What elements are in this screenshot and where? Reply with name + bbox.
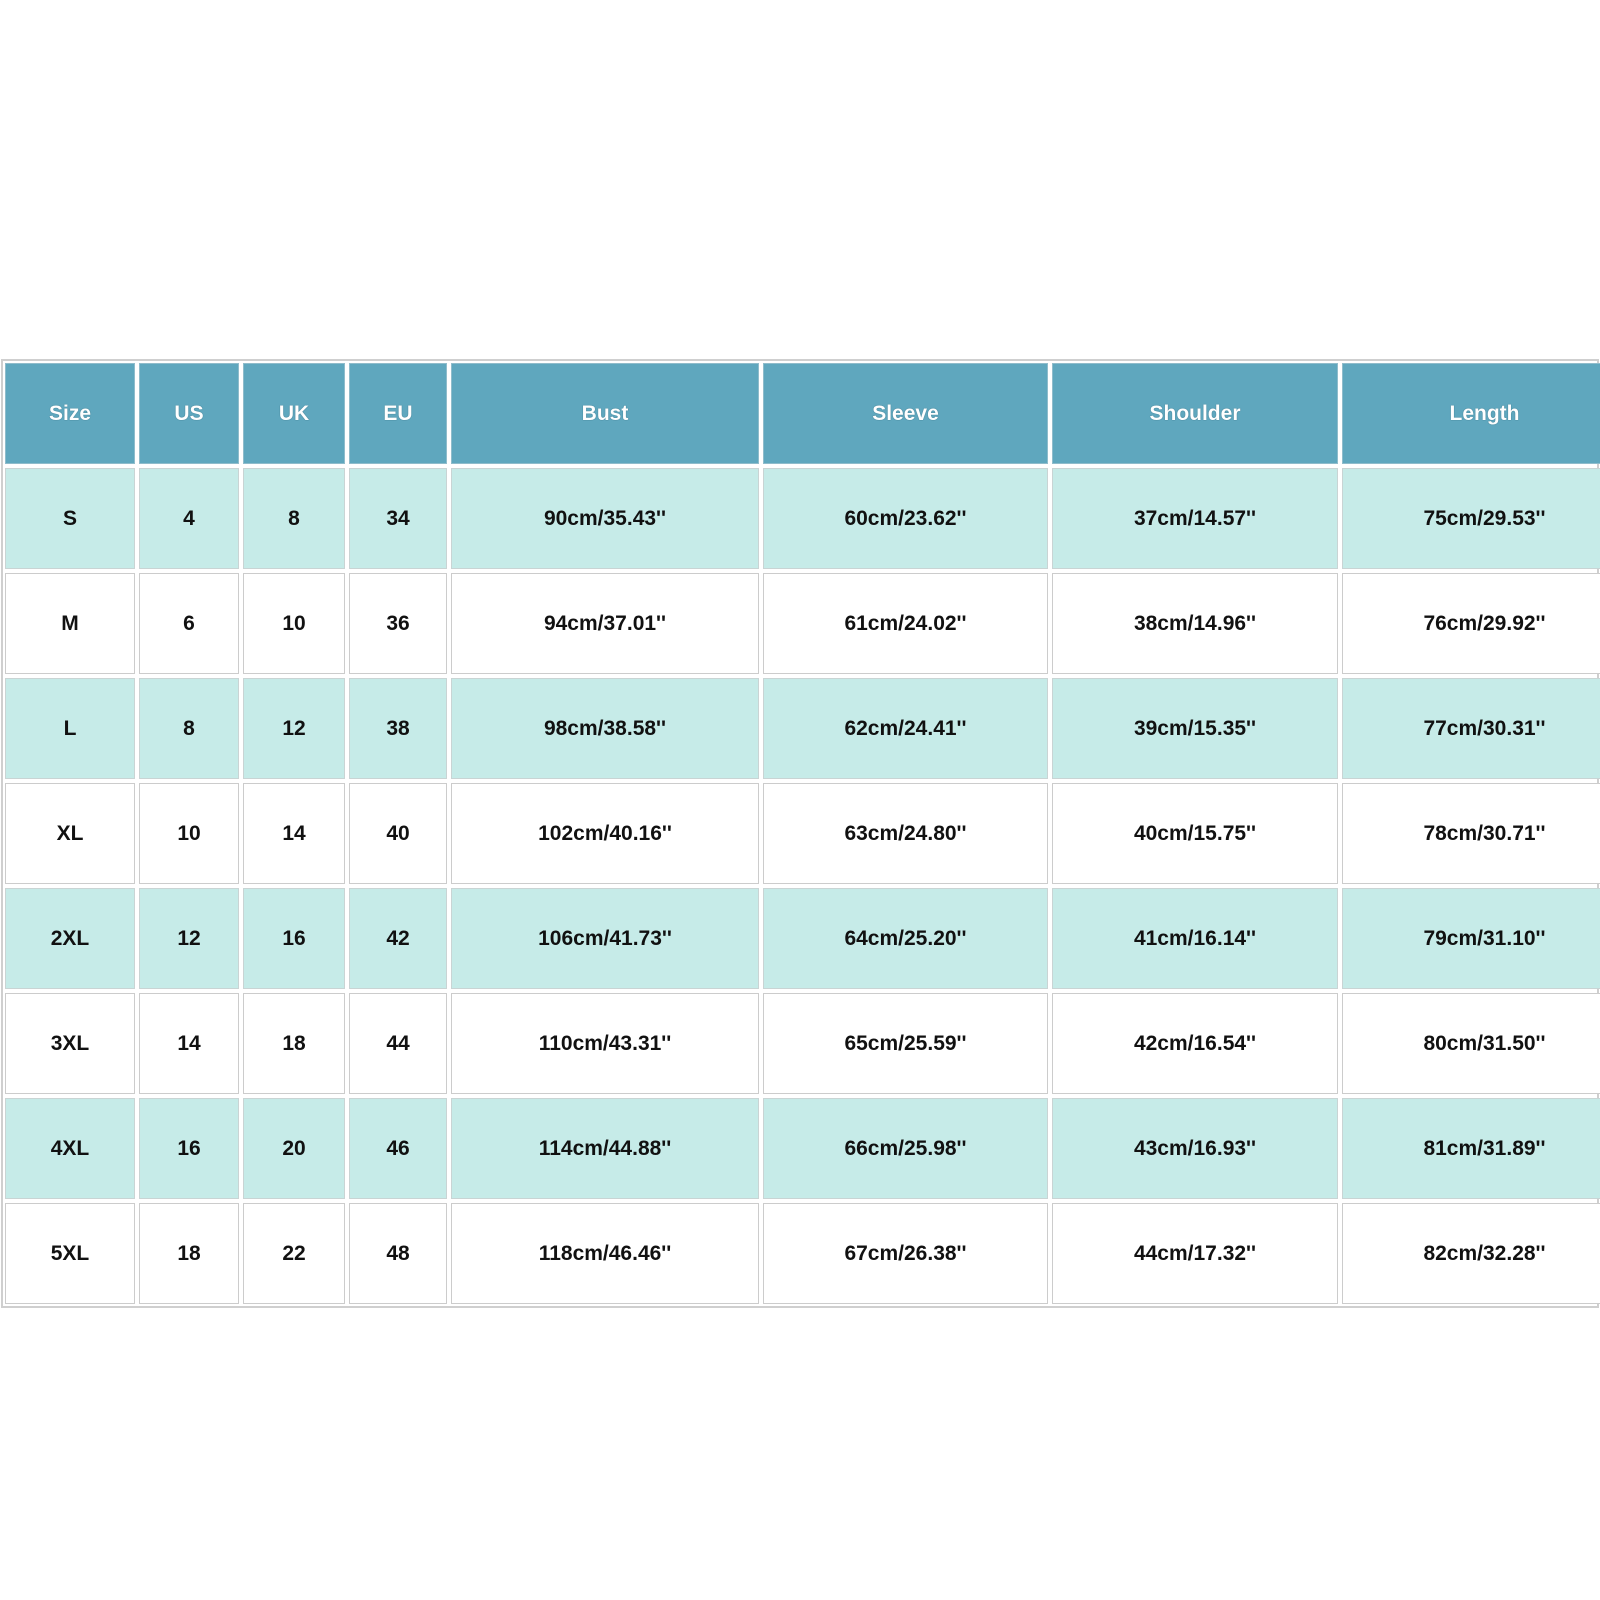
cell-bust: 90cm/35.43''	[451, 468, 759, 569]
cell-us: 8	[139, 678, 239, 779]
cell-length: 76cm/29.92''	[1342, 573, 1600, 674]
cell-us: 6	[139, 573, 239, 674]
cell-eu: 46	[349, 1098, 447, 1199]
cell-length: 82cm/32.28''	[1342, 1203, 1600, 1304]
cell-sleeve: 63cm/24.80''	[763, 783, 1048, 884]
cell-bust: 98cm/38.58''	[451, 678, 759, 779]
cell-eu: 48	[349, 1203, 447, 1304]
cell-us: 10	[139, 783, 239, 884]
cell-us: 4	[139, 468, 239, 569]
cell-uk: 16	[243, 888, 345, 989]
cell-sleeve: 67cm/26.38''	[763, 1203, 1048, 1304]
cell-size: 3XL	[5, 993, 135, 1094]
cell-bust: 110cm/43.31''	[451, 993, 759, 1094]
cell-uk: 20	[243, 1098, 345, 1199]
cell-sleeve: 60cm/23.62''	[763, 468, 1048, 569]
cell-length: 78cm/30.71''	[1342, 783, 1600, 884]
size-chart-table	[1, 359, 1599, 1308]
cell-uk: 10	[243, 573, 345, 674]
cell-eu: 44	[349, 993, 447, 1094]
cell-uk: 22	[243, 1203, 345, 1304]
cell-us: 14	[139, 993, 239, 1094]
header-sleeve: Sleeve	[763, 363, 1048, 464]
cell-bust: 102cm/40.16''	[451, 783, 759, 884]
header-shoulder: Shoulder	[1052, 363, 1338, 464]
cell-sleeve: 65cm/25.59''	[763, 993, 1048, 1094]
header-us: US	[139, 363, 239, 464]
cell-bust: 118cm/46.46''	[451, 1203, 759, 1304]
cell-eu: 40	[349, 783, 447, 884]
cell-shoulder: 37cm/14.57''	[1052, 468, 1338, 569]
cell-size: 2XL	[5, 888, 135, 989]
cell-us: 12	[139, 888, 239, 989]
header-eu: EU	[349, 363, 447, 464]
cell-shoulder: 42cm/16.54''	[1052, 993, 1338, 1094]
header-uk: UK	[243, 363, 345, 464]
cell-bust: 94cm/37.01''	[451, 573, 759, 674]
cell-uk: 14	[243, 783, 345, 884]
cell-eu: 42	[349, 888, 447, 989]
header-bust: Bust	[451, 363, 759, 464]
cell-us: 18	[139, 1203, 239, 1304]
cell-size: 4XL	[5, 1098, 135, 1199]
cell-sleeve: 64cm/25.20''	[763, 888, 1048, 989]
cell-shoulder: 39cm/15.35''	[1052, 678, 1338, 779]
cell-size: M	[5, 573, 135, 674]
cell-sleeve: 62cm/24.41''	[763, 678, 1048, 779]
cell-sleeve: 66cm/25.98''	[763, 1098, 1048, 1199]
cell-uk: 8	[243, 468, 345, 569]
header-length: Length	[1342, 363, 1600, 464]
cell-eu: 34	[349, 468, 447, 569]
cell-length: 77cm/30.31''	[1342, 678, 1600, 779]
cell-bust: 106cm/41.73''	[451, 888, 759, 989]
cell-size: XL	[5, 783, 135, 884]
cell-size: L	[5, 678, 135, 779]
cell-size: S	[5, 468, 135, 569]
cell-shoulder: 38cm/14.96''	[1052, 573, 1338, 674]
cell-bust: 114cm/44.88''	[451, 1098, 759, 1199]
cell-shoulder: 40cm/15.75''	[1052, 783, 1338, 884]
cell-length: 79cm/31.10''	[1342, 888, 1600, 989]
header-size: Size	[5, 363, 135, 464]
cell-eu: 36	[349, 573, 447, 674]
cell-shoulder: 41cm/16.14''	[1052, 888, 1338, 989]
cell-uk: 18	[243, 993, 345, 1094]
cell-us: 16	[139, 1098, 239, 1199]
cell-length: 75cm/29.53''	[1342, 468, 1600, 569]
cell-uk: 12	[243, 678, 345, 779]
cell-size: 5XL	[5, 1203, 135, 1304]
cell-eu: 38	[349, 678, 447, 779]
cell-sleeve: 61cm/24.02''	[763, 573, 1048, 674]
cell-length: 81cm/31.89''	[1342, 1098, 1600, 1199]
cell-length: 80cm/31.50''	[1342, 993, 1600, 1094]
cell-shoulder: 43cm/16.93''	[1052, 1098, 1338, 1199]
cell-shoulder: 44cm/17.32''	[1052, 1203, 1338, 1304]
